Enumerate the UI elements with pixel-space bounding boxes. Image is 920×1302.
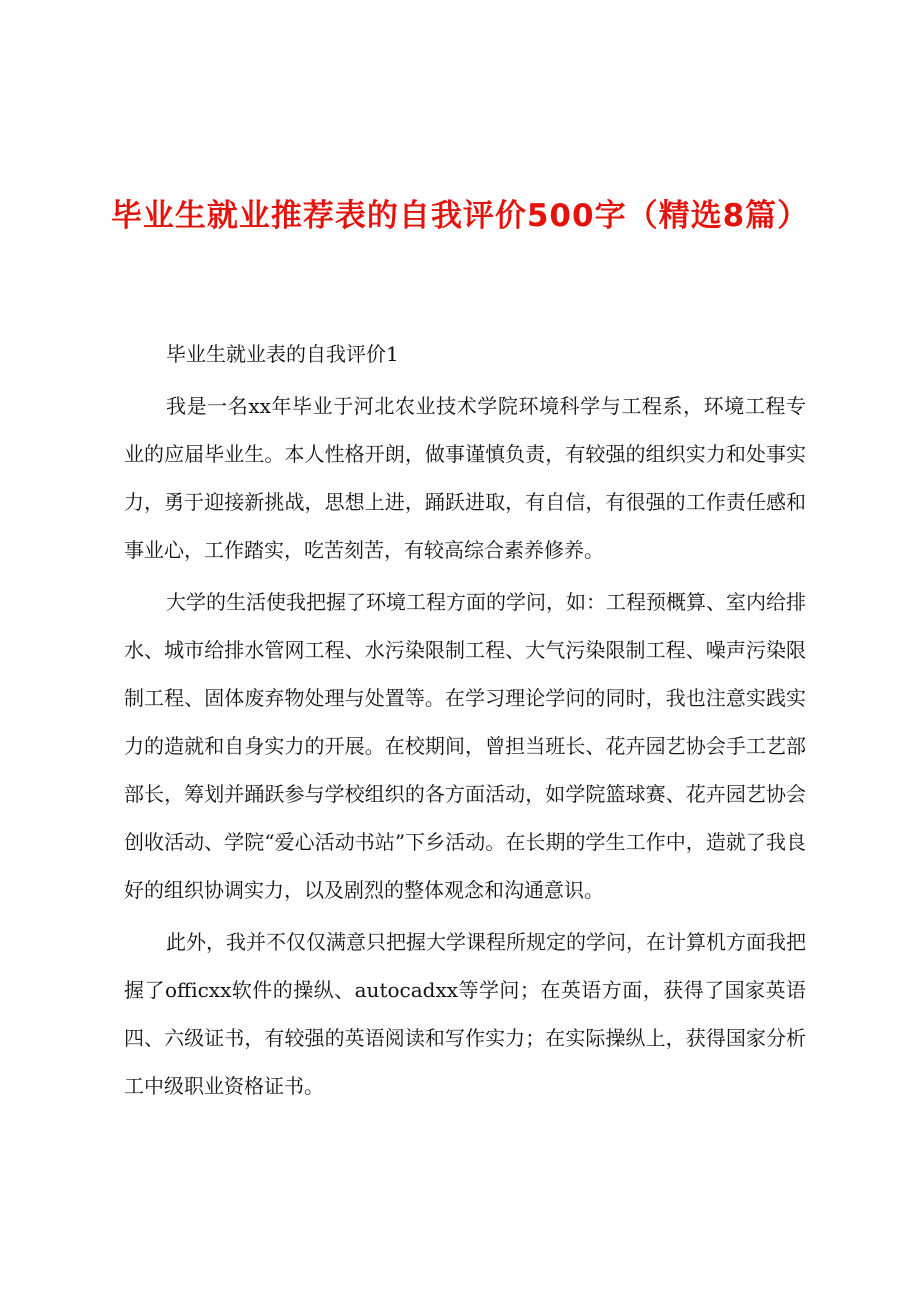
paragraph: 大学的生活使我把握了环境工程方面的学问，如：工程预概算、室内给排水、城市给排水管网工程、水污染限制工程、大气污染限制工程、噪声污染限制工程、固体废弃物处理与处置等。在学习理论学问的同时，我也注意实践实力的造就和自身实力的开展。在校期间，曾担当班长、花卉园艺协会手工艺部部长，筹划并踊跃参与学校组织的各方面活动，如学院篮球赛、花卉园艺协会创收活动、学院“爱心活动书站”下乡活动。在长期的学生工作中，造就了我良好的组织协调实力，以及剧烈的整体观念和沟通意识。 <box>124 590 806 902</box>
document-body <box>124 330 806 1110</box>
paragraph: 我是一名xx年毕业于河北农业技术学院环境科学与工程系，环境工程专业的应届毕业生。本人性格开朗，做事谨慎负责，有较强的组织实力和处事实力，勇于迎接新挑战，思想上进，踊跃进取，有自信，有很强的工作责任感和事业心，工作踏实，吃苦刻苦，有较高综合素养修养。 <box>124 394 806 562</box>
document-title: 毕业生就业推荐表的自我评价500字（精选8篇） <box>110 198 810 234</box>
section-heading: 毕业生就业表的自我评价1 <box>166 342 399 366</box>
paragraph: 此外，我并不仅仅满意只把握大学课程所规定的学问，在计算机方面我把握了officxx软件的操纵、autocadxx等学问；在英语方面，获得了国家英语四、六级证书，有较强的英语阅读和写作实力；在实际操纵上，获得国家分析工中级职业资格证书。 <box>124 930 806 1098</box>
